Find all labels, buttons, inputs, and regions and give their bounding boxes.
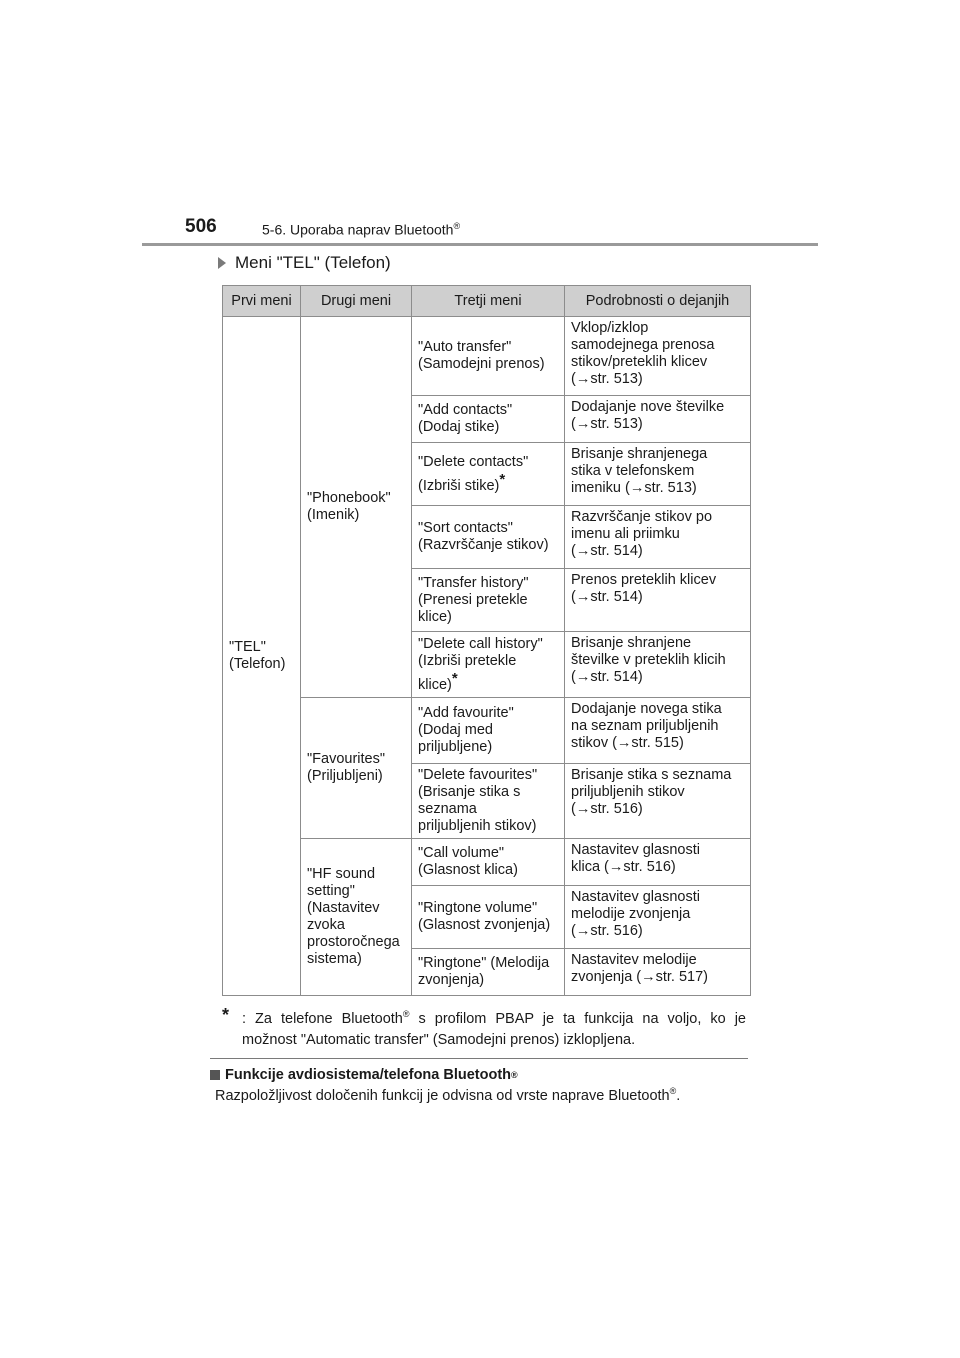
detail-cell: Brisanje shranjenega stika v telefonskem imeniku (→str. 513) bbox=[565, 443, 751, 506]
third-menu-cell bbox=[412, 317, 565, 396]
detail-cell: Dodajanje nove številke (→str. 513) bbox=[565, 396, 751, 443]
detail-cell: Dodajanje novega stika na seznam priljubljenih stikov (→str. 515) bbox=[565, 698, 751, 764]
third-menu-cell bbox=[412, 886, 565, 949]
table-row bbox=[223, 317, 751, 396]
third-menu-cell bbox=[412, 698, 565, 764]
detail-cell: Nastavitev melodije zvonjenja (→str. 517) bbox=[565, 949, 751, 996]
third-menu-cell bbox=[412, 632, 565, 698]
footnote-line-1-rest: s profilom PBAP je ta funkcija na voljo, ko je bbox=[409, 1010, 746, 1027]
footnote-marker: * bbox=[499, 470, 506, 488]
third-menu-label: "Add contacts" (Dodaj stike) bbox=[418, 402, 513, 435]
subheading-text: Meni "TEL" (Telefon) bbox=[235, 253, 391, 272]
feature-body-end: . bbox=[676, 1087, 681, 1104]
registered-mark: ® bbox=[669, 1086, 677, 1096]
third-menu-cell bbox=[412, 949, 565, 996]
header-rule bbox=[142, 243, 818, 246]
footnote bbox=[222, 1004, 746, 1051]
third-menu-label: "Add favourite" (Dodaj med priljubljene) bbox=[418, 705, 514, 755]
third-menu-label: "Ringtone" (Melodija zvonjenja) bbox=[418, 955, 550, 988]
registered-mark: ® bbox=[511, 1070, 518, 1080]
detail-cell: Brisanje stika s seznama priljubljenih stikov (→str. 516) bbox=[565, 764, 751, 839]
second-menu-cell: "Favourites" (Priljubljeni) bbox=[301, 698, 412, 839]
third-menu-label: "Ringtone volume" (Glasnost zvonjenja) bbox=[418, 900, 551, 933]
table-header-row bbox=[223, 286, 751, 317]
footnote-line-1 bbox=[242, 1004, 746, 1030]
square-bullet-icon bbox=[210, 1070, 220, 1080]
feature-body bbox=[215, 1086, 680, 1104]
third-menu-label: "Delete call history" (Izbriši pretekle klice) bbox=[418, 635, 543, 693]
second-menu-cell: "Phonebook" (Imenik) bbox=[301, 317, 412, 698]
triangle-bullet-icon bbox=[218, 257, 226, 269]
third-menu-cell bbox=[412, 396, 565, 443]
section-divider bbox=[210, 1058, 748, 1059]
detail-cell: Brisanje shranjene številke v preteklih klicih (→str. 514) bbox=[565, 632, 751, 698]
third-menu-label: "Delete contacts" (Izbriši stike) bbox=[418, 453, 529, 494]
feature-title-text: Funkcije avdiosistema/telefona Bluetooth bbox=[225, 1067, 512, 1083]
column-header: Podrobnosti o dejanjih bbox=[565, 286, 751, 317]
column-header: Drugi meni bbox=[301, 286, 412, 317]
detail-cell: Razvrščanje stikov po imenu ali priimku (→str. 514) bbox=[565, 506, 751, 569]
detail-cell: Nastavitev glasnosti klica (→str. 516) bbox=[565, 839, 751, 886]
section-title-text: 5-6. Uporaba naprav Bluetooth bbox=[262, 221, 454, 238]
page-number: 506 bbox=[185, 216, 217, 237]
third-menu-label: "Delete favourites" (Brisanje stika s seznama priljubljenih stikov) bbox=[418, 767, 538, 834]
table-row bbox=[223, 698, 751, 764]
third-menu-cell bbox=[412, 569, 565, 632]
third-menu-cell bbox=[412, 443, 565, 506]
detail-cell: Vklop/izklop samodejnega prenosa stikov/preteklih klicev (→str. 513) bbox=[565, 317, 751, 396]
third-menu-label: "Auto transfer" (Samodejni prenos) bbox=[418, 339, 545, 372]
feature-title bbox=[210, 1067, 680, 1083]
feature-body-text: Razpoložljivost določenih funkcij je odvisna od vrste naprave Bluetooth bbox=[215, 1087, 670, 1104]
footnote-line-2: možnost "Automatic transfer" (Samodejni prenos) izklopljena. bbox=[242, 1031, 636, 1048]
footnote-marker: * bbox=[451, 669, 458, 687]
column-header: Tretji meni bbox=[412, 286, 565, 317]
subheading bbox=[218, 253, 391, 273]
third-menu-label: "Sort contacts" (Razvrščanje stikov) bbox=[418, 520, 549, 553]
third-menu-cell bbox=[412, 506, 565, 569]
third-menu-cell bbox=[412, 839, 565, 886]
tel-menu-table bbox=[222, 285, 751, 996]
third-menu-label: "Call volume" (Glasnost klica) bbox=[418, 845, 518, 878]
footnote-prefix: : Za telefone Bluetooth bbox=[242, 1010, 403, 1027]
column-header: Prvi meni bbox=[223, 286, 301, 317]
detail-cell: Nastavitev glasnosti melodije zvonjenja (→str. 516) bbox=[565, 886, 751, 949]
registered-mark: ® bbox=[453, 221, 461, 231]
table-body bbox=[223, 317, 751, 996]
section-title bbox=[262, 221, 460, 238]
detail-cell: Prenos preteklih klicev (→str. 514) bbox=[565, 569, 751, 632]
first-menu-cell: "TEL" (Telefon) bbox=[223, 317, 301, 996]
table-row bbox=[223, 839, 751, 886]
registered-mark: ® bbox=[402, 1009, 410, 1019]
feature-section bbox=[210, 1067, 680, 1104]
third-menu-label: "Transfer history" (Prenesi pretekle klice) bbox=[418, 574, 529, 625]
second-menu-cell: "HF sound setting" (Nastavitev zvoka prostoročnega sistema) bbox=[301, 839, 412, 996]
third-menu-cell bbox=[412, 764, 565, 839]
footnote-star: * bbox=[222, 1005, 230, 1025]
